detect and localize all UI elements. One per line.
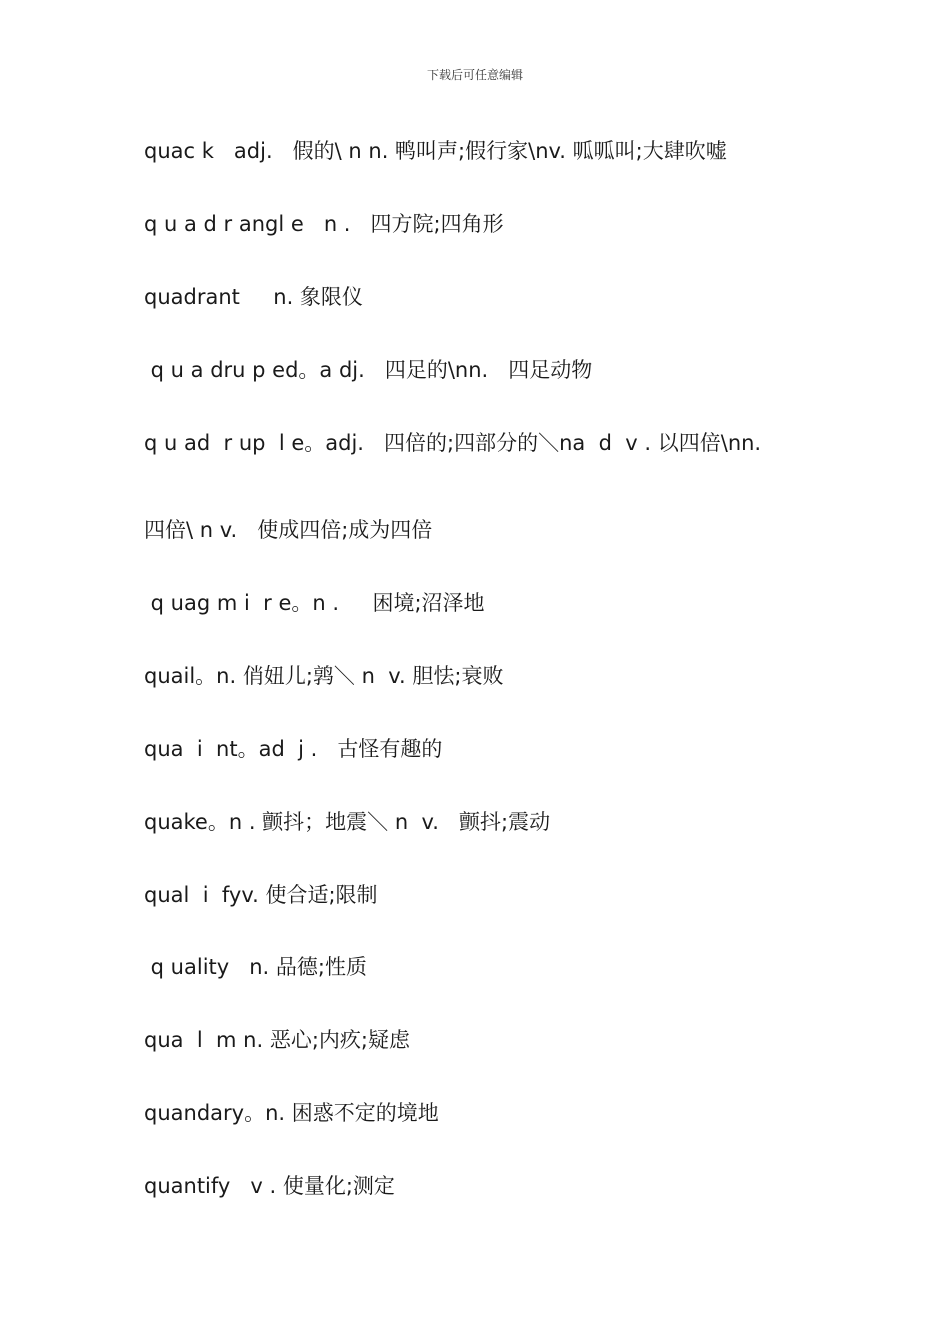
vocab-entry-quandary: quandary。n. 困惑不定的境地 [144, 1101, 439, 1125]
vocab-entry-quagmire: q uag m i r e。n . 困境;沼泽地 [144, 591, 485, 615]
vocab-entry-quadrant: quadrant n. 象限仪 [144, 285, 363, 309]
vocab-entry-quadruple-continued: 四倍\ n v. 使成四倍;成为四倍 [144, 518, 433, 542]
vocab-entry-quadrangle: q u a d r angl e n . 四方院;四角形 [144, 212, 504, 236]
vocab-entry-quadruped: q u a dru p ed。a dj. 四足的\nn. 四足动物 [144, 358, 593, 382]
vocab-entry-qualify: qual i fyv. 使合适;限制 [144, 883, 378, 907]
vocab-entry-quake: quake。n . 颤抖；地震＼ n v. 颤抖;震动 [144, 810, 551, 834]
page-header: 下载后可任意编辑 [426, 68, 523, 82]
vocab-entry-quail: quail。n. 俏妞儿;鹑＼ n v. 胆怯;衰败 [144, 664, 504, 688]
vocab-entry-quantify: quantify v . 使量化;测定 [144, 1174, 395, 1198]
vocab-entry-quaint: qua i nt。ad j . 古怪有趣的 [144, 737, 443, 761]
vocab-entry-quadruple: q u ad r up l e。adj. 四倍的;四部分的＼na d v . 以四倍\nn. [144, 431, 762, 455]
vocab-entry-qualm: qua l m n. 恶心;内疚;疑虑 [144, 1028, 410, 1052]
vocab-entry-quality: q uality n. 品德;性质 [144, 955, 367, 979]
vocab-entry-quack: quac k adj. 假的\ n n. 鸭叫声;假行家\nv. 呱呱叫;大肆吹嘘 [144, 139, 727, 163]
